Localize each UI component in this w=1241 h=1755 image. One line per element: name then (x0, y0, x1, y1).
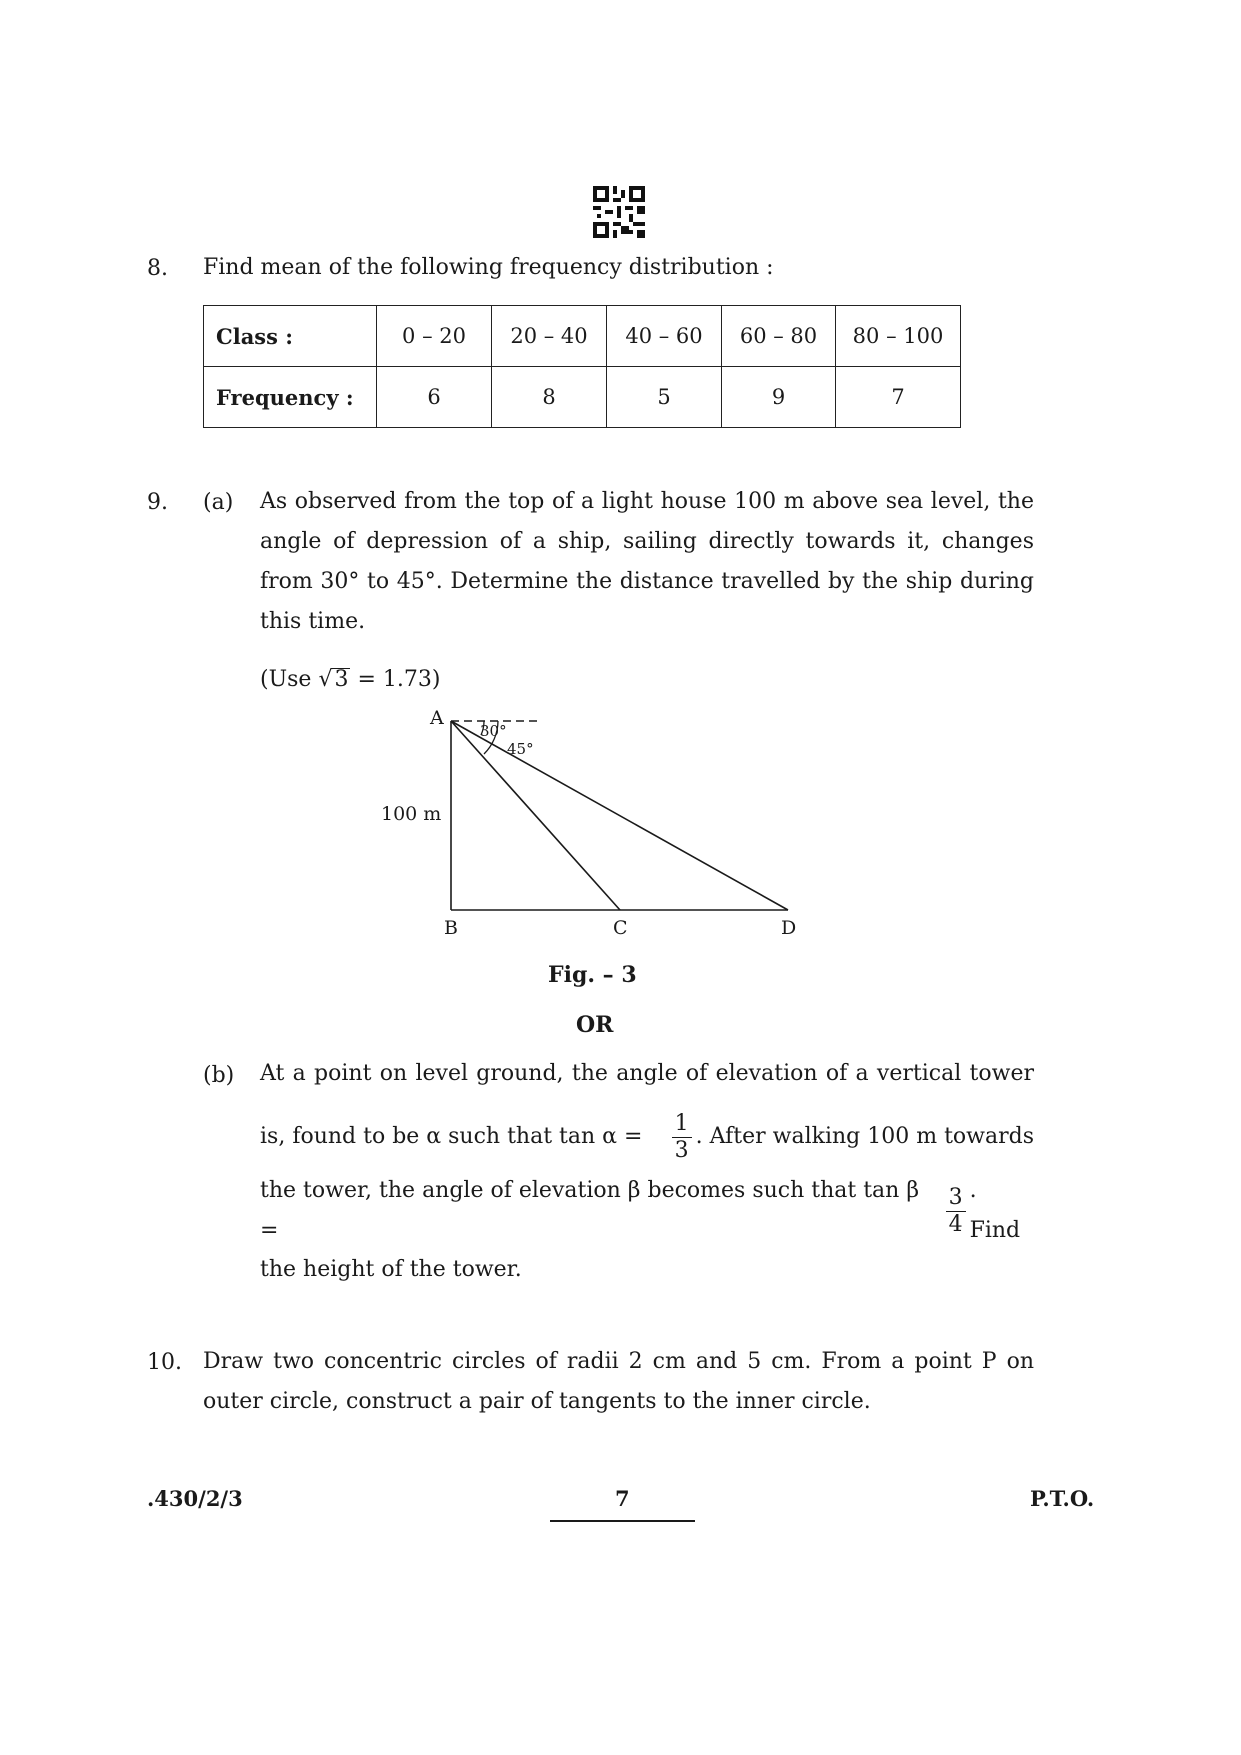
class-cell: 0 – 20 (377, 306, 492, 367)
use-suffix: = 1.73) (350, 667, 441, 692)
height-label: 100 m (381, 803, 442, 825)
row-label-frequency: Frequency : (204, 367, 377, 428)
sqrt-icon: √ (318, 667, 333, 692)
q9a-label: (a) (203, 490, 234, 515)
q9b-line3-post: . Find (969, 1178, 1021, 1243)
table-row-frequency (204, 367, 961, 428)
q9b-line: At a point on level ground, the angle of elevation of a vertical tower (260, 1061, 1034, 1086)
fraction-tan-alpha (672, 1111, 692, 1164)
frequency-cell: 8 (492, 367, 607, 428)
pto-label: P.T.O. (1030, 1486, 1095, 1511)
q9b-label: (b) (203, 1063, 235, 1088)
fraction-denominator: 4 (948, 1211, 963, 1237)
page-number-underline (550, 1520, 695, 1522)
q9b-line2 (260, 1106, 1034, 1168)
fraction-tan-beta (946, 1185, 966, 1238)
q9b-line2-post: . After walking 100 m towards (695, 1124, 1034, 1149)
figure-3 (370, 705, 810, 945)
table-row-class (204, 306, 961, 367)
q10-line: outer circle, construct a pair of tangents to the inner circle. (203, 1389, 871, 1414)
class-cell: 20 – 40 (492, 306, 607, 367)
q9a-line: from 30° to 45°. Determine the distance travelled by the ship during (260, 569, 1034, 594)
fraction-numerator: 1 (672, 1111, 692, 1138)
fraction-denominator: 3 (674, 1137, 689, 1163)
q9b-line2-tail (670, 1111, 1034, 1164)
q9a-line: As observed from the top of a light house 100 m above sea level, the (260, 489, 1034, 514)
or-separator: OR (576, 1012, 614, 1038)
figure-caption: Fig. – 3 (548, 962, 637, 988)
sqrt-radicand: 3 (334, 667, 349, 692)
angle-30-label: 30° (480, 722, 507, 740)
frequency-cell: 7 (836, 367, 961, 428)
class-cell: 60 – 80 (722, 306, 836, 367)
q9b-line3-tail (944, 1171, 1034, 1251)
q8-number: 8. (147, 256, 168, 281)
point-a-label: A (430, 707, 444, 729)
point-d-label: D (781, 917, 797, 939)
q9b-line2-pre: is, found to be α such that tan α = (260, 1124, 643, 1149)
lighthouse-diagram (370, 705, 810, 945)
q9-number: 9. (147, 490, 168, 515)
q9b-line3 (260, 1180, 1034, 1242)
q8-text: Find mean of the following frequency distribution : (203, 255, 774, 280)
fraction-numerator: 3 (946, 1185, 966, 1212)
q9b-line: the height of the tower. (260, 1257, 522, 1282)
q9a-text (260, 482, 1034, 642)
q10-number: 10. (147, 1350, 182, 1375)
q10-text (203, 1342, 1034, 1422)
frequency-table (203, 305, 961, 428)
sightline-c (451, 721, 620, 910)
q10-line: Draw two concentric circles of radii 2 cm and 5 cm. From a point P on (203, 1349, 1034, 1374)
row-label-class: Class : (204, 306, 377, 367)
q9a-line: angle of depression of a ship, sailing directly towards it, changes (260, 529, 1034, 554)
point-b-label: B (444, 917, 458, 939)
class-cell: 40 – 60 (607, 306, 722, 367)
use-prefix: (Use (260, 667, 319, 692)
class-cell: 80 – 100 (836, 306, 961, 367)
angle-45-label: 45° (507, 740, 534, 758)
use-root-note (260, 660, 440, 700)
q9b-line3-pre: the tower, the angle of elevation β becomes such that tan β = (260, 1178, 920, 1243)
frequency-cell: 9 (722, 367, 836, 428)
qr-code (593, 186, 645, 238)
sightline-d (451, 721, 788, 910)
point-c-label: C (613, 917, 628, 939)
q9a-line: this time. (260, 609, 366, 634)
paper-code: .430/2/3 (147, 1486, 243, 1511)
frequency-cell: 5 (607, 367, 722, 428)
frequency-cell: 6 (377, 367, 492, 428)
page-number: 7 (615, 1486, 630, 1511)
q9b-text (260, 1054, 1034, 1290)
